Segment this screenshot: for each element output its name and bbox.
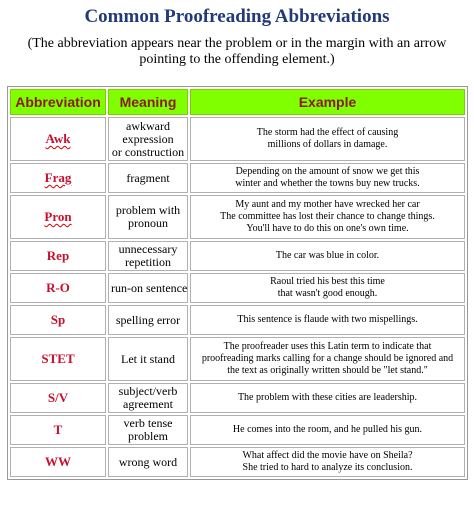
abbreviation-cell: STET: [10, 337, 106, 381]
meaning-line: repetition: [125, 255, 171, 269]
meaning-line: problem: [128, 429, 168, 443]
example-cell: [190, 273, 465, 303]
abbreviation-cell: Sp: [10, 305, 106, 335]
example-line: The committee has lost their chance to change things.: [220, 211, 435, 222]
meaning-line: expression: [122, 131, 174, 146]
example-cell: [190, 117, 465, 161]
meaning-cell: [108, 383, 188, 413]
page-subtitle: (The abbreviation appears near the problem or in the margin with an arrow pointing to the offending element.): [27, 36, 447, 67]
example-line: proofreading marks calling for a change should be ignored and: [201, 353, 454, 364]
abbreviation-cell: R-O: [10, 273, 106, 303]
example-line: winter and whether the towns buy new trucks.: [235, 178, 420, 189]
example-cell: [190, 383, 465, 413]
table-row: [10, 337, 465, 381]
example-line: The car was blue in color.: [275, 250, 380, 261]
meaning-line: or construction: [111, 144, 185, 159]
table-row: [10, 305, 465, 335]
example-cell: [190, 415, 465, 445]
header-abbreviation: Abbreviation: [10, 89, 106, 115]
meaning-cell: [108, 163, 188, 193]
header-row: [10, 89, 465, 115]
abbreviation-cell: Pron: [10, 195, 106, 239]
example-line: The proofreader uses this Latin term to indicate that: [223, 341, 432, 352]
example-line: Raoul tried his best this time: [270, 276, 385, 287]
example-line: The storm had the effect of causing: [256, 127, 399, 138]
example-line: The problem with these cities are leadership.: [237, 392, 418, 403]
meaning-cell: [108, 447, 188, 477]
abbreviation-cell: Frag: [10, 163, 106, 193]
example-cell: [190, 337, 465, 381]
meaning-cell: [108, 415, 188, 445]
example-cell: [190, 305, 465, 335]
meaning-line: awkward: [126, 118, 170, 133]
example-line: that wasn't good enough.: [277, 288, 378, 299]
abbreviation-cell: Rep: [10, 241, 106, 271]
example-cell: [190, 195, 465, 239]
header-meaning: Meaning: [108, 89, 188, 115]
table-row: [10, 447, 465, 477]
example-line: This sentence is flaude with two mispellings.: [237, 314, 418, 325]
meaning-line: unnecessary: [118, 242, 178, 256]
example-line: My aunt and my mother have wrecked her car: [235, 199, 420, 210]
example-line: You'll have to do this on one's own time.: [246, 223, 409, 234]
meaning-cell: [108, 305, 188, 335]
meaning-cell: [108, 273, 188, 303]
abbreviation-cell: WW: [10, 447, 106, 477]
meaning-line: subject/verb: [118, 384, 178, 398]
meaning-line: fragment: [126, 170, 170, 185]
table-body: [10, 117, 465, 477]
table-row: [10, 195, 465, 239]
example-cell: [190, 163, 465, 193]
meaning-cell: [108, 241, 188, 271]
header-example: Example: [190, 89, 465, 115]
example-line: He comes into the room, and he pulled his gun.: [232, 424, 423, 435]
table-row: [10, 383, 465, 413]
meaning-cell: [108, 337, 188, 381]
example-line: millions of dollars in damage.: [267, 139, 388, 150]
meaning-line: agreement: [123, 397, 173, 411]
abbreviation-cell: T: [10, 415, 106, 445]
meaning-line: run-on sentence: [111, 280, 188, 295]
meaning-line: wrong word: [118, 454, 178, 469]
meaning-line: problem with: [115, 203, 181, 217]
example-line: the text as originally written should be "let stand.": [227, 365, 428, 376]
table-row: [10, 273, 465, 303]
meaning-cell: [108, 117, 188, 161]
table-row: [10, 415, 465, 445]
table-row: [10, 163, 465, 193]
page-title: Common Proofreading Abbreviations: [84, 6, 390, 27]
table-row: [10, 117, 465, 161]
abbreviations-table: [7, 86, 468, 480]
example-cell: [190, 241, 465, 271]
meaning-line: Let it stand: [121, 351, 175, 366]
abbreviation-cell: Awk: [10, 117, 106, 161]
meaning-line: spelling error: [115, 312, 181, 327]
meaning-line: pronoun: [128, 216, 168, 230]
example-line: What affect did the movie have on Sheila?: [242, 450, 413, 461]
example-cell: [190, 447, 465, 477]
example-line: She tried to hard to analyze its conclusion.: [242, 462, 413, 473]
example-line: Depending on the amount of snow we get this: [235, 166, 420, 177]
meaning-cell: [108, 195, 188, 239]
abbreviation-cell: S/V: [10, 383, 106, 413]
table-row: [10, 241, 465, 271]
meaning-line: verb tense: [123, 416, 173, 430]
